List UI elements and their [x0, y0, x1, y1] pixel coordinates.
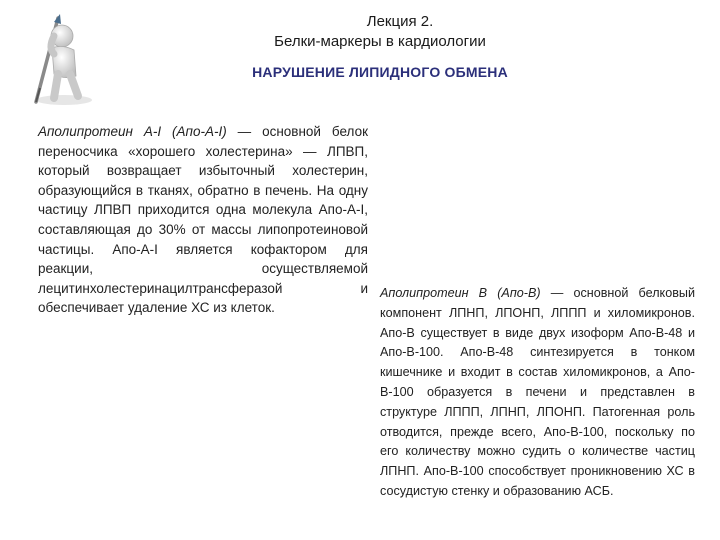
apo-b-paragraph	[380, 284, 695, 502]
page-header	[0, 12, 720, 82]
apo-a-text: — основной белок переносчика «хорошего холестерина» — ЛПВП, который возвращает избыточный холестерин, образующийся в тканях, обратно в печень. На одну частицу ЛПВП приходится одна молекула Апо-А-І, составляющая до 30% от массы липопротеиновой частицы. Апо-А-І является кофактором для реакции, осуществляемой лецитинхолестеринацилтрансферазой и обеспечивает удаление ХС из клеток.	[38, 124, 368, 316]
apo-a-lead: Аполипротеин А-І (Апо-А-І)	[38, 124, 227, 139]
lecture-title: Лекция 2.	[366, 13, 434, 30]
apo-b-text: — основной белковый компонент ЛПНП, ЛПОНП, ЛППП и хиломикронов. Апо-В существует в виде двух изоформ Апо-В-48 и Апо-В-100. Апо-В-48 синтезируется в тонком кишечнике и входит в состав хиломикронов, а Апо-В-100 образуется в печени и представлен в структуре ЛППП, ЛПНП, ЛПОНП. Патогенная роль отводится, прежде всего, Апо-В-100, поскольку по его количеству можно судить о количестве частиц ЛПНП. Апо-В-100 способствует проникновению ХС в сосудистую стенку и образованию АСБ.	[380, 286, 695, 498]
lecture-subtitle: Белки-маркеры в кардиологии	[274, 33, 486, 50]
apo-b-lead: Аполипротеин В (Апо-В)	[380, 286, 541, 300]
section-title: НАРУШЕНИЕ ЛИПИДНОГО ОБМЕНА	[252, 64, 508, 80]
apo-a-paragraph	[38, 122, 368, 318]
